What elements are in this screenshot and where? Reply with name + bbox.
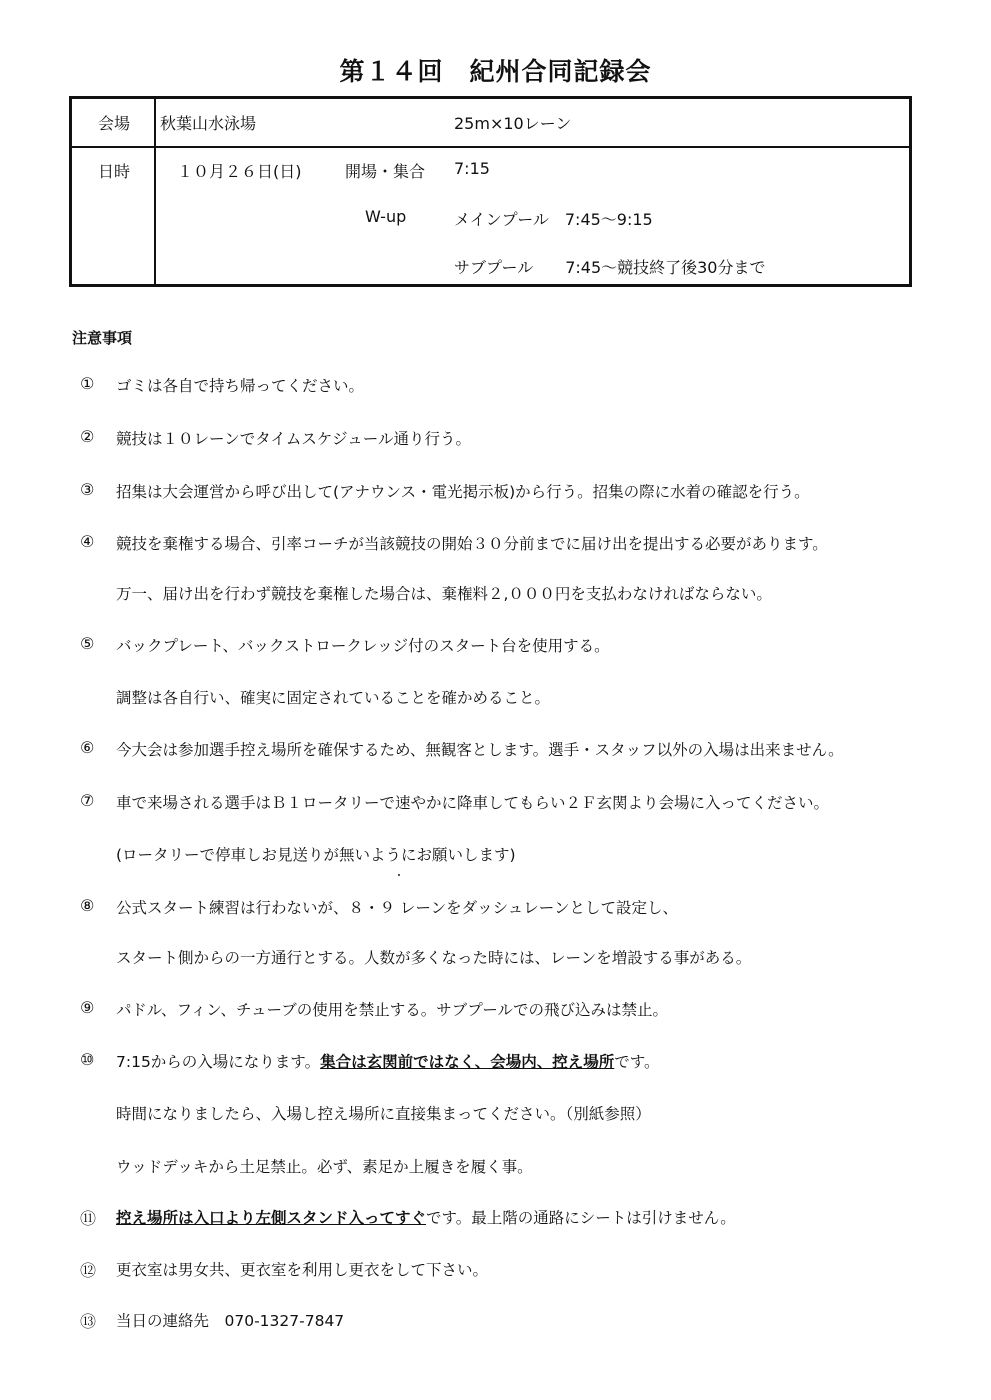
sub-pool-time: サブプール 7:45〜競技終了後30分まで	[454, 258, 766, 277]
note-number: ⑬	[80, 1312, 97, 1331]
note-number: ⑦	[80, 791, 95, 810]
note-text: スタート側からの一方通行とする。人数が多くなった時には、レーンを増設する事がある。	[116, 949, 752, 967]
table-divider-vertical	[154, 99, 156, 284]
wup-label: W-up	[365, 207, 407, 226]
note-number: ⑤	[80, 634, 95, 653]
note-number: ⑥	[80, 738, 95, 757]
page-title: 第１４回 紀州合同記録会	[339, 57, 652, 86]
note-text: 競技は１０レーンでタイムスケジュール通り行う。	[116, 430, 471, 448]
event-date: １０月２６日(日)	[177, 162, 302, 181]
venue-label: 会場	[98, 114, 131, 133]
note-text-part: です。最上階の通路にシートは引けません。	[426, 1209, 736, 1227]
note-text-emphasis: 集合は玄関前ではなく、会場内、控え場所	[320, 1053, 615, 1071]
notes-heading: 注意事項	[72, 329, 133, 347]
contact-phone: 当日の連絡先 070-1327-7847	[116, 1312, 345, 1330]
note-text-part: です。	[614, 1053, 660, 1071]
note-number: ⑩	[80, 1050, 95, 1069]
note-text	[116, 1206, 736, 1228]
note-text: 公式スタート練習は行わないが、８・９ レーンをダッシュレーンとして設定し、	[116, 899, 678, 917]
note-number: ⑨	[80, 998, 95, 1017]
note-number: ⑪	[80, 1209, 97, 1228]
note-text: 調整は各自行い、確実に固定されていることを確かめること。	[116, 689, 551, 707]
note-text: ゴミは各自で持ち帰ってください。	[116, 377, 365, 395]
note-text-part: 7:15からの入場になります。	[116, 1053, 321, 1071]
note-text: ウッドデッキから土足禁止。必ず、素足か上履きを履く事。	[116, 1158, 533, 1176]
open-time: 7:15	[454, 159, 490, 178]
stray-dot	[398, 874, 400, 876]
note-text: 今大会は参加選手控え場所を確保するため、無観客とします。選手・スタッフ以外の入場は出来ません。	[116, 741, 844, 759]
note-text: (ロータリーで停車しお見送りが無いようにお願いします)	[116, 846, 516, 864]
note-text: 時間になりましたら、入場し控え場所に直接集まってください。（別紙参照）	[116, 1105, 651, 1123]
venue-detail: 25m×10レーン	[454, 114, 572, 133]
note-text: 更衣室は男女共、更衣室を利用し更衣をして下さい。	[116, 1261, 489, 1279]
date-label: 日時	[98, 162, 131, 181]
note-number: ⑫	[80, 1261, 97, 1280]
open-label: 開場・集合	[345, 162, 426, 181]
main-pool-time: メインプール 7:45〜9:15	[454, 210, 653, 229]
note-text-emphasis: 控え場所は入口より左側スタンド入ってすぐ	[116, 1209, 427, 1227]
note-number: ④	[80, 532, 95, 551]
note-text: バックプレート、バックストロークレッジ付のスタート台を使用する。	[116, 637, 610, 655]
note-text	[116, 1050, 660, 1072]
venue-name: 秋葉山水泳場	[160, 114, 257, 133]
note-text: パドル、フィン、チューブの使用を禁止する。サブプールでの飛び込みは禁止。	[116, 1001, 668, 1019]
note-number: ①	[80, 374, 95, 393]
table-divider-horizontal	[72, 146, 909, 148]
note-text: 万一、届け出を行わず競技を棄権した場合は、棄権料２,０００円を支払わなければならない。	[116, 585, 772, 603]
note-text: 競技を棄権する場合、引率コーチが当該競技の開始３０分前までに届け出を提出する必要があります。	[116, 535, 828, 553]
note-number: ②	[80, 427, 95, 446]
note-number: ③	[80, 480, 95, 499]
event-info-table	[69, 96, 912, 287]
note-text: 車で来場される選手はＢ１ロータリーで速やかに降車してもらい２Ｆ玄関より会場に入ってください。	[116, 794, 830, 812]
note-text: 招集は大会運営から呼び出して(アナウンス・電光掲示板)から行う。招集の際に水着の確認を行う。	[116, 483, 810, 501]
note-number: ⑧	[80, 896, 95, 915]
